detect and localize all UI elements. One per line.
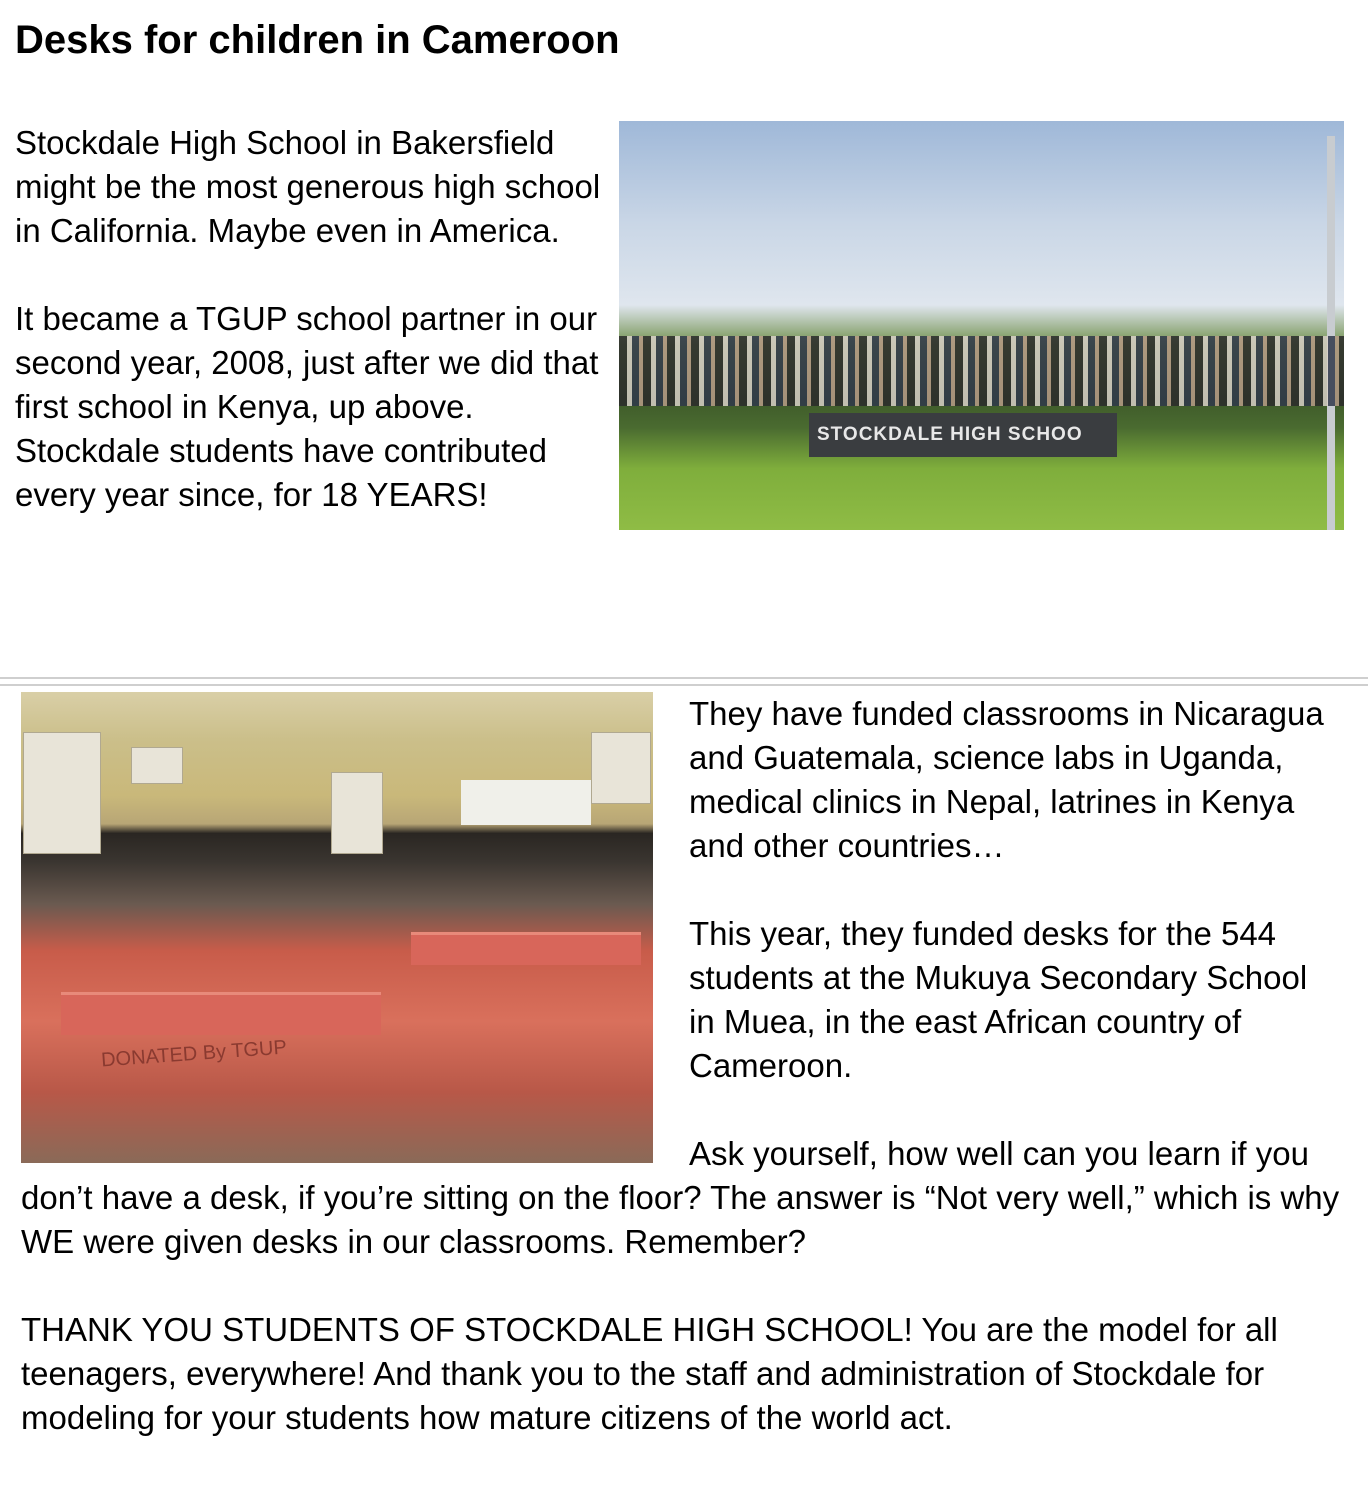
page-title: Desks for children in Cameroon <box>15 18 620 62</box>
divider <box>0 684 1368 686</box>
student-crowd <box>619 336 1344 406</box>
desk <box>411 932 641 965</box>
desk-inscription: DONATED By TGUP <box>100 1036 288 1072</box>
school-sign: STOCKDALE HIGH SCHOO <box>809 413 1117 457</box>
divider <box>0 677 1368 679</box>
cameroon-section <box>21 692 1341 1484</box>
desk <box>61 992 381 1035</box>
light-pole <box>1327 136 1335 530</box>
paragraph: Ask yourself, how well can you learn if you don’t have a desk, if you’re sitting on the floor? The answer is “Not very well,” which is why WE were given desks in our classrooms. Remember? <box>21 1135 1340 1260</box>
classroom-desks-photo <box>21 692 653 1163</box>
classroom-window <box>461 780 591 825</box>
paragraph: It became a TGUP school partner in our second year, 2008, just after we did that first school in Kenya, up above. Stockdale students have contributed every year since, for 18 YEARS! <box>15 300 599 513</box>
paragraph: Stockdale High School in Bakersfield might be the most generous high school in California. Maybe even in America. <box>15 124 601 249</box>
paragraph: They have funded classrooms in Nicaragua and Guatemala, science labs in Uganda, medical clinics in Nepal, latrines in Kenya and other countries… <box>689 695 1324 864</box>
stockdale-students-photo <box>619 121 1344 530</box>
wall-poster <box>331 772 383 854</box>
paragraph: This year, they funded desks for the 544 students at the Mukuya Secondary School in Muea, in the east African country of Cameroon. <box>689 915 1308 1084</box>
paragraph: THANK YOU STUDENTS OF STOCKDALE HIGH SCHOOL! You are the model for all teenagers, everywhere! And thank you to the staff and administration of Stockdale for modeling for your students how mature citizens of the world act. <box>21 1311 1278 1436</box>
wall-poster <box>131 747 183 784</box>
wall-poster <box>23 732 101 854</box>
wall-poster <box>591 732 651 804</box>
intro-text <box>15 121 605 561</box>
